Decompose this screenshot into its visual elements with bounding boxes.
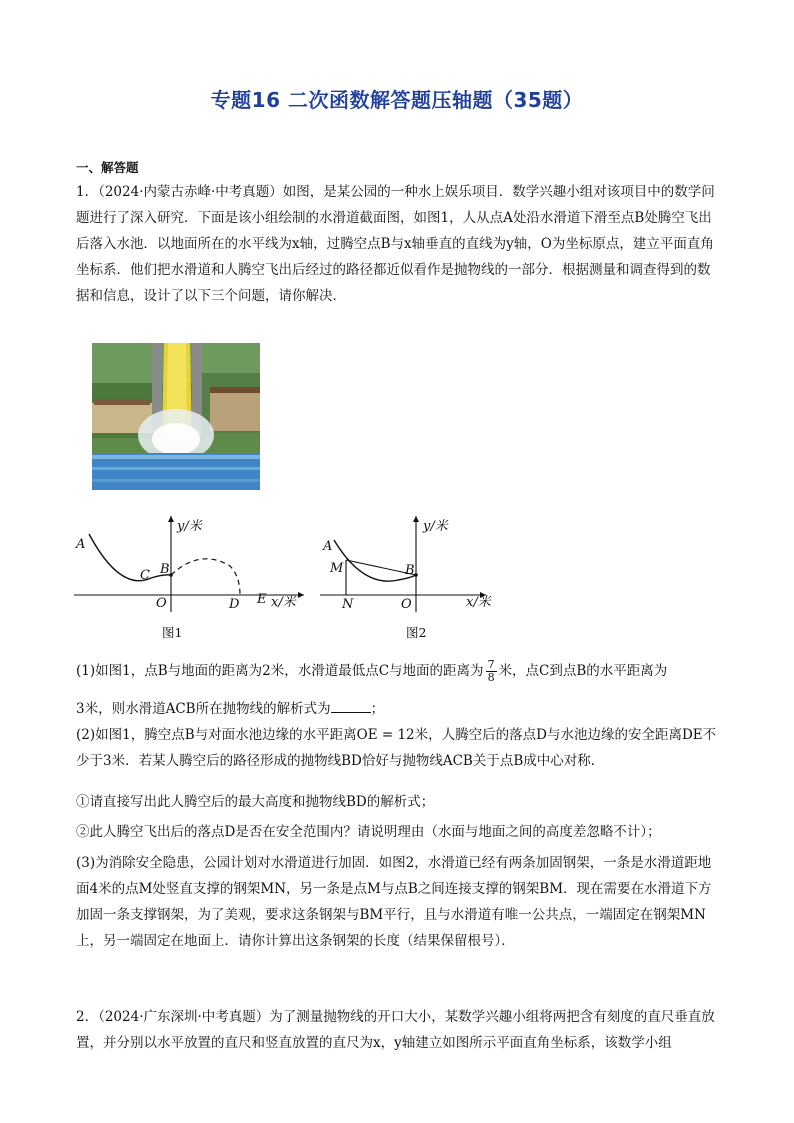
y-axis-label-fig2: y/米 [423,519,448,534]
fraction-denominator: 8 [487,671,495,684]
part-1-text-c: 3米，则水滑道ACB所在抛物线的解析式为 [76,701,331,717]
fraction-numerator: 7 [487,658,495,671]
answer-blank[interactable] [331,700,371,713]
question-2-intro: 2．（2024·广东深圳·中考真题）为了测量抛物线的开口大小，某数学兴趣小组将两把含有刻度的直尺垂直放置，并分别以水平放置的直尺和竖直放置的直尺为x，y轴建立如图所示平面直角坐标系，该数学小组 [76,1009,715,1051]
part-2-text-a: (2)如图1，腾空点B与对面水池边缘的水平距离OE = 12米，人腾空后的落点D与水池边缘的安全距离 [76,727,682,743]
label-m-fig2: M [330,561,344,576]
part-1-end: ； [370,701,385,717]
x-axis-arrow [298,592,304,598]
label-a-fig2: A [323,539,333,554]
curve-bd [171,559,240,595]
water-slide-photo [92,343,260,490]
part-1-text-b: 米，点C到点B的水平距离为 [498,663,668,679]
label-e-fig1: E [257,592,267,607]
part-2-text-b: DE不少于3米．若某人腾空后的路径形成的抛物线BD恰好与抛物线ACB关于点B成中心对称． [76,727,717,769]
part-1-text-a: (1)如图1，点B与地面的距离为2米，水滑道最低点C与地面的距离为 [76,663,484,679]
y-axis-arrow [413,516,419,522]
part-1-line-1 [76,659,667,684]
part-2-sub-1: ①请直接写出此人腾空后的最大高度和抛物线BD的解析式； [76,794,435,810]
part-3-text: (3)为消除安全隐患，公园计划对水滑道进行加固．如图2，水滑道已经有两条加固钢架，一条是水滑道距地面4米的点M处竖直支撑的钢架MN，另一条是点M与点B之间连接支撑的钢架BM．现在需要在水滑道下方加固一条支撑钢架，为了美观，要求这条钢架与BM平行，且与水滑道有唯一公共点，一端固定在钢架MN上，另一端固定在地面上．请你计算出这条钢架的长度（结果保留根号）． [76,855,712,949]
figure-2-caption: 图2 [406,625,427,640]
question-1-intro: 1．（2024·内蒙古赤峰·中考真题）如图，是某公园的一种水上娱乐项目．数学兴趣小组对该项目中的数学问题进行了深入研究．下面是该小组绘制的水滑道截面图，如图1，人从点A处沿水滑道下滑至点B处腾空飞出后落入水池．以地面所在的水平线为x轴，过腾空点B与x轴垂直的直线为y轴，O为坐标原点，建立平面直角坐标系．他们把水滑道和人腾空飞出后经过的路径都近似看作是抛物线的一部分．根据测量和调查得到的数据和信息，设计了以下三个问题，请你解决． [76,184,715,304]
x-axis-label-fig2: x/米 [466,595,491,610]
page-title: 专题16 二次函数解答题压轴题（35题） [210,88,584,112]
label-d-fig1: D [229,597,240,612]
curve-acb [89,534,171,581]
y-axis-label-fig1: y/米 [177,519,202,534]
label-o-fig1: O [156,596,167,611]
part-1-line-2 [76,697,384,717]
part-2-text [76,722,721,774]
label-a-fig1: A [76,537,86,552]
figure-1-caption: 图1 [162,625,183,640]
label-n-fig2: N [342,597,354,612]
label-b-fig2: B [405,563,415,578]
fraction-seven-eighths [486,659,497,684]
y-axis-arrow [168,516,174,522]
label-c-fig1: C [140,568,150,583]
section-heading: 一、解答题 [76,160,139,175]
water-slide-illustration [92,343,260,490]
label-o-fig2: O [401,597,412,612]
part-2-sub-2: ②此人腾空飞出后的落点D是否在安全范围内？请说明理由（水面与地面之间的高度差忽略不计）； [76,824,661,840]
x-axis-label-fig1: x/米 [271,595,296,610]
label-b-fig1: B [160,562,170,577]
